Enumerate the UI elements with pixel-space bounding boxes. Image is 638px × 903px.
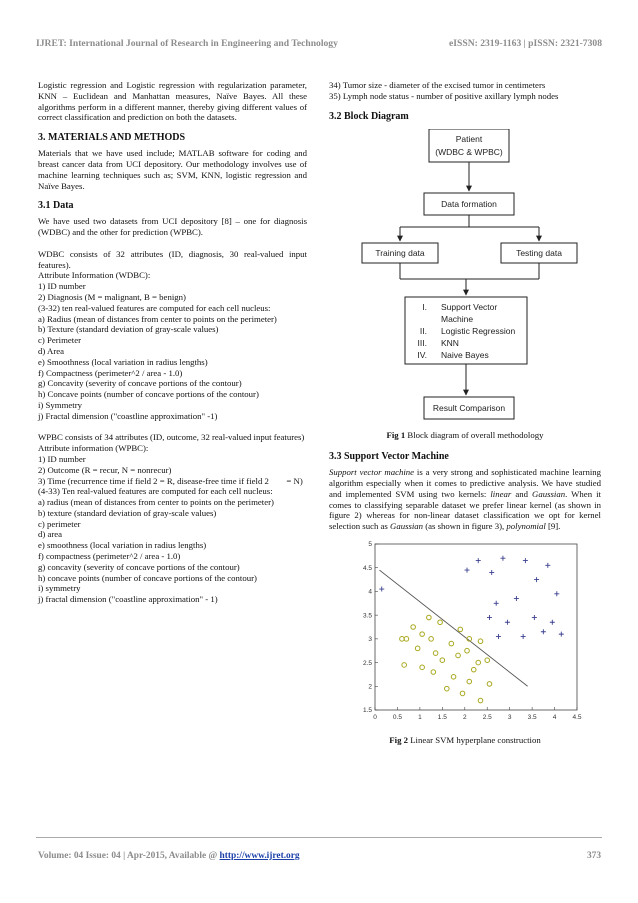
x-tick-label: 4.5 bbox=[572, 713, 582, 721]
list-item: b) Texture (standard deviation of gray-scale values) bbox=[38, 324, 219, 335]
list-item: h) concave points (number of concave portions of the contour) bbox=[38, 572, 257, 583]
intro-paragraph: Logistic regression and Logistic regression with regularization parameter, KNN – Euclidean and Manhattan measures, Naïve Bayes. All these algorithms perform in a different manner, thereby giving different values of correct classification and prediction on both the datasets. bbox=[38, 80, 307, 123]
wpbc-intro: WPBC consists of 34 attributes (ID, outcome, 32 real-valued input features) bbox=[38, 432, 305, 443]
fig1-caption bbox=[329, 430, 601, 441]
page-number: 373 bbox=[586, 851, 601, 861]
list-item: e) smoothness (local variation in radius lengths) bbox=[38, 540, 207, 551]
list-item: g) concavity (severity of concave portions of the contour) bbox=[38, 561, 240, 572]
list-item: h) Concave points (number of concave portions of the contour) bbox=[38, 389, 259, 400]
data-formation-label: Data formation bbox=[441, 198, 497, 209]
fig1-label: Fig 1 bbox=[386, 430, 406, 441]
list-item: (3-32) ten real-valued features are computed for each cell nucleus: bbox=[38, 302, 271, 313]
y-tick-label: 3.5 bbox=[362, 612, 372, 620]
list-item: f) compactness (perimeter^2 / area - 1.0) bbox=[38, 551, 181, 562]
svm-linear: linear bbox=[490, 488, 512, 499]
list-item: c) perimeter bbox=[38, 518, 81, 529]
fig2-text: Linear SVM hyperplane construction bbox=[408, 734, 541, 745]
journal-name: IJRET: International Journal of Research in Engineering and Technology bbox=[36, 38, 338, 49]
list-item: i) symmetry bbox=[38, 583, 81, 594]
list-item: a) radius (mean of distances from center to points on the perimeter) bbox=[38, 497, 274, 508]
fig2-label: Fig 2 bbox=[389, 734, 409, 745]
list-item: (4-33) Ten real-valued features are computed for each cell nucleus: bbox=[38, 486, 273, 497]
list-item: 1) ID number bbox=[38, 453, 86, 464]
plot-frame bbox=[375, 544, 577, 710]
running-header bbox=[36, 38, 602, 52]
wdbc-intro: WDBC consists of 32 attributes (ID, diagnosis, 30 real-valued input features). bbox=[38, 248, 307, 270]
section-3-2-heading: 3.2 Block Diagram bbox=[329, 110, 409, 122]
svm-text: is a very strong and sophisticated machine learning algorithm especially when it comes to predictive analysis. We have studied and implemented SVM using two kernels: bbox=[329, 467, 601, 499]
list-item: 1) ID number bbox=[38, 281, 86, 292]
x-tick-label: 1.5 bbox=[437, 713, 447, 721]
list-item: d) area bbox=[38, 529, 63, 540]
list-item: c) Perimeter bbox=[38, 335, 81, 346]
list-item: 2) Diagnosis (M = malignant, B = benign) bbox=[38, 291, 186, 302]
list-item: i) Symmetry bbox=[38, 399, 82, 410]
y-tick-label: 1.5 bbox=[362, 707, 372, 715]
method-num: I. bbox=[422, 301, 427, 312]
y-tick-label: 3 bbox=[368, 636, 372, 644]
section-3-1-heading: 3.1 Data bbox=[38, 200, 74, 212]
list-item: Attribute Information (WDBC): bbox=[38, 270, 151, 281]
list-item: j) fractal dimension ("coastline approximation" - 1) bbox=[38, 594, 218, 605]
left-column bbox=[38, 80, 307, 605]
result-comparison-label: Result Comparison bbox=[432, 402, 506, 413]
patient-sub-label: (WDBC & WPBC) bbox=[435, 146, 503, 157]
patient-label: Patient bbox=[455, 133, 483, 144]
svm-text: [9]. bbox=[545, 521, 561, 532]
x-tick-label: 4 bbox=[552, 713, 557, 721]
fig2-caption bbox=[329, 735, 601, 746]
wdbc-attribute-list bbox=[38, 270, 307, 421]
footer-volume: Volume: 04 Issue: 04 | Apr-2015, Available @ http://www.ijret.org bbox=[38, 851, 300, 861]
svm-text: (as shown in figure 3), bbox=[423, 521, 507, 532]
y-tick-label: 4 bbox=[368, 588, 372, 596]
list-item: a) Radius (mean of distances from center to points on the perimeter) bbox=[38, 313, 277, 324]
list-item: j) Fractal dimension ("coastline approximation" -1) bbox=[38, 410, 218, 421]
x-tick-label: 1 bbox=[418, 713, 422, 721]
journal-link[interactable]: http://www.ijret.org bbox=[219, 851, 300, 861]
footer-rule bbox=[36, 837, 602, 838]
method-num: IV. bbox=[417, 349, 427, 360]
list-item: b) texture (standard deviation of gray-scale values) bbox=[38, 507, 217, 518]
y-tick-label: 2 bbox=[368, 683, 372, 691]
x-tick-label: 2.5 bbox=[482, 713, 492, 721]
section-3-paragraph: Materials that we have used include; MATLAB software for coding and breast cancer data from UCI depository. Our methodology involves use of machine learning techniques such as; SVM, KNN, logistic regression and Naïve Bayes. bbox=[38, 148, 307, 191]
list-item: d) Area bbox=[38, 345, 64, 356]
y-tick-label: 2.5 bbox=[362, 659, 372, 667]
list-item: g) Concavity (severity of concave portions of the contour) bbox=[38, 378, 242, 389]
list-item: e) Smoothness (local variation in radius lengths) bbox=[38, 356, 208, 367]
issn: eISSN: 2319-1163 | pISSN: 2321-7308 bbox=[449, 38, 602, 49]
section-3-3-heading: 3.3 Support Vector Machine bbox=[329, 451, 449, 463]
svm-paragraph bbox=[329, 467, 601, 532]
block-diagram bbox=[329, 129, 601, 422]
method-num: II. bbox=[419, 325, 427, 336]
list-item: 34) Tumor size - diameter of the excised tumor in centimeters bbox=[329, 80, 546, 90]
right-column bbox=[329, 80, 601, 756]
method-label: Support Vector bbox=[441, 301, 498, 312]
method-num: III. bbox=[417, 337, 427, 348]
y-tick-label: 5 bbox=[368, 541, 372, 549]
list-item: Attribute information (WPBC): bbox=[38, 443, 149, 454]
x-tick-label: 2 bbox=[462, 713, 467, 721]
x-tick-label: 0.5 bbox=[392, 713, 402, 721]
testing-data-label: Testing data bbox=[516, 247, 562, 258]
x-tick-label: 0 bbox=[373, 713, 377, 721]
y-tick-label: 4.5 bbox=[362, 564, 372, 572]
list-item: 3) Time (recurrence time if field 2 = R, disease-free time if field 2 = N) bbox=[38, 475, 303, 486]
method-label: Naive Bayes bbox=[441, 349, 489, 360]
method-label: KNN bbox=[441, 337, 459, 348]
fig1-text: Block diagram of overall methodology bbox=[405, 430, 544, 441]
svm-text: . When it comes to classifying separable dataset we prefer linear kernel (as shown in figure 2) whereas for non-linear dataset classification we opt for kernel selection such as bbox=[329, 488, 601, 532]
svm-scatter-plot bbox=[329, 538, 601, 728]
svm-gaussian: Gaussian bbox=[390, 521, 424, 532]
wpbc-attribute-list bbox=[38, 443, 307, 605]
method-label: Logistic Regression bbox=[441, 325, 516, 336]
svm-gaussian: Gaussian bbox=[532, 488, 566, 499]
section-3-1-paragraph: We have used two datasets from UCI depository [8] – one for diagnosis (WDBC) and the other for prediction (WPBC). bbox=[38, 216, 307, 238]
svm-text: and bbox=[511, 488, 533, 499]
list-item: 35) Lymph node status - number of positive axillary lymph nodes bbox=[329, 90, 559, 101]
x-tick-label: 3 bbox=[507, 713, 512, 721]
x-tick-label: 3.5 bbox=[527, 713, 537, 721]
list-item: 2) Outcome (R = recur, N = nonrecur) bbox=[38, 464, 172, 475]
training-data-label: Training data bbox=[375, 247, 425, 258]
section-3-heading: 3. MATERIALS AND METHODS bbox=[38, 132, 186, 144]
list-item: f) Compactness (perimeter^2 / area - 1.0) bbox=[38, 367, 183, 378]
svm-term: Support vector machine bbox=[329, 467, 415, 478]
svm-polynomial: polynomial bbox=[506, 521, 546, 532]
method-label: Machine bbox=[441, 313, 474, 324]
